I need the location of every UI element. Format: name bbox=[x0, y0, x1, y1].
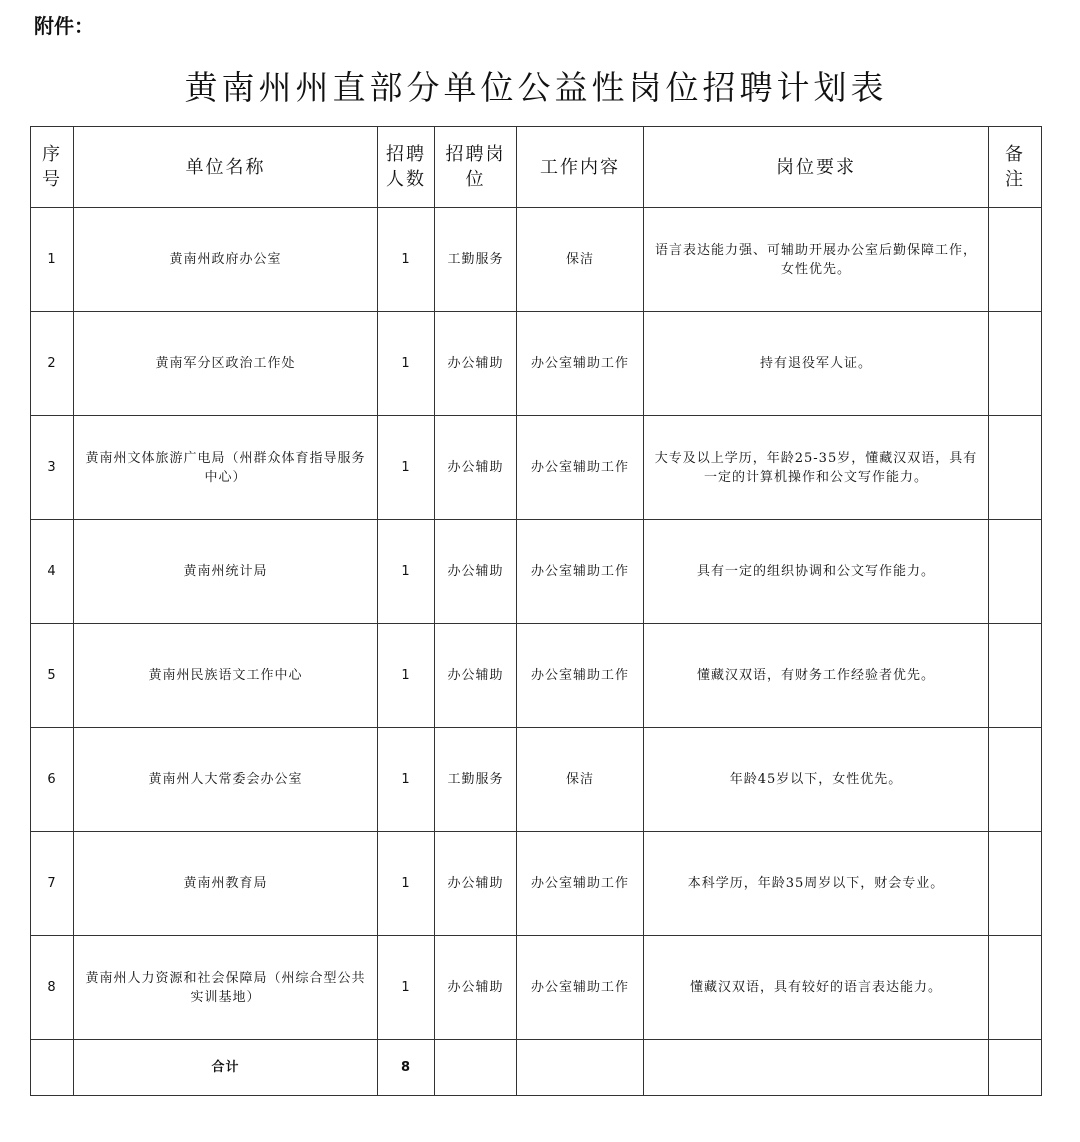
header-seq: 序号 bbox=[31, 127, 74, 208]
cell-requirements: 懂藏汉双语，具有较好的语言表达能力。 bbox=[644, 936, 989, 1040]
table-row bbox=[31, 520, 1042, 624]
page-title: 黄南州州直部分单位公益性岗位招聘计划表 bbox=[184, 68, 888, 107]
cell-remarks bbox=[989, 312, 1042, 416]
cell-requirements: 语言表达能力强、可辅助开展办公室后勤保障工作，女性优先。 bbox=[644, 208, 989, 312]
total-row bbox=[31, 1040, 1042, 1096]
total-label: 合计 bbox=[74, 1040, 378, 1096]
cell-content: 保洁 bbox=[517, 208, 644, 312]
cell-unit: 黄南州文体旅游广电局（州群众体育指导服务中心） bbox=[74, 416, 378, 520]
total-empty-cell bbox=[517, 1040, 644, 1096]
cell-count: 1 bbox=[378, 208, 435, 312]
cell-unit: 黄南州民族语文工作中心 bbox=[74, 624, 378, 728]
cell-seq: 5 bbox=[31, 624, 74, 728]
cell-content: 办公室辅助工作 bbox=[517, 624, 644, 728]
cell-position: 办公辅助 bbox=[435, 936, 517, 1040]
cell-seq: 1 bbox=[31, 208, 74, 312]
total-empty-cell bbox=[989, 1040, 1042, 1096]
cell-unit: 黄南州教育局 bbox=[74, 832, 378, 936]
table-row bbox=[31, 832, 1042, 936]
header-count: 招聘人数 bbox=[378, 127, 435, 208]
cell-remarks bbox=[989, 936, 1042, 1040]
cell-position: 工勤服务 bbox=[435, 208, 517, 312]
cell-seq: 2 bbox=[31, 312, 74, 416]
cell-seq: 3 bbox=[31, 416, 74, 520]
total-seq-cell bbox=[31, 1040, 74, 1096]
cell-position: 办公辅助 bbox=[435, 416, 517, 520]
cell-content: 办公室辅助工作 bbox=[517, 936, 644, 1040]
cell-count: 1 bbox=[378, 936, 435, 1040]
header-position: 招聘岗位 bbox=[435, 127, 517, 208]
attachment-label: 附件： bbox=[34, 14, 94, 38]
cell-seq: 4 bbox=[31, 520, 74, 624]
cell-remarks bbox=[989, 520, 1042, 624]
cell-content: 办公室辅助工作 bbox=[517, 832, 644, 936]
table-row bbox=[31, 624, 1042, 728]
table-row bbox=[31, 416, 1042, 520]
cell-requirements: 懂藏汉双语，有财务工作经验者优先。 bbox=[644, 624, 989, 728]
cell-seq: 7 bbox=[31, 832, 74, 936]
cell-unit: 黄南州人力资源和社会保障局（州综合型公共实训基地） bbox=[74, 936, 378, 1040]
cell-count: 1 bbox=[378, 728, 435, 832]
header-remarks: 备注 bbox=[989, 127, 1042, 208]
table-row bbox=[31, 728, 1042, 832]
cell-requirements: 持有退役军人证。 bbox=[644, 312, 989, 416]
cell-content: 办公室辅助工作 bbox=[517, 416, 644, 520]
cell-count: 1 bbox=[378, 832, 435, 936]
cell-requirements: 具有一定的组织协调和公文写作能力。 bbox=[644, 520, 989, 624]
cell-requirements: 本科学历，年龄35周岁以下，财会专业。 bbox=[644, 832, 989, 936]
cell-seq: 6 bbox=[31, 728, 74, 832]
cell-unit: 黄南州人大常委会办公室 bbox=[74, 728, 378, 832]
total-count: 8 bbox=[378, 1040, 435, 1096]
total-empty-cell bbox=[644, 1040, 989, 1096]
header-content: 工作内容 bbox=[517, 127, 644, 208]
cell-requirements: 年龄45岁以下，女性优先。 bbox=[644, 728, 989, 832]
table-row bbox=[31, 312, 1042, 416]
table-row bbox=[31, 208, 1042, 312]
cell-count: 1 bbox=[378, 520, 435, 624]
total-empty-cell bbox=[435, 1040, 517, 1096]
cell-position: 工勤服务 bbox=[435, 728, 517, 832]
table-header-row bbox=[31, 127, 1042, 208]
recruitment-table bbox=[30, 126, 1042, 1096]
cell-remarks bbox=[989, 416, 1042, 520]
cell-remarks bbox=[989, 208, 1042, 312]
cell-position: 办公辅助 bbox=[435, 624, 517, 728]
cell-remarks bbox=[989, 832, 1042, 936]
cell-position: 办公辅助 bbox=[435, 312, 517, 416]
cell-count: 1 bbox=[378, 312, 435, 416]
cell-count: 1 bbox=[378, 624, 435, 728]
table-row bbox=[31, 936, 1042, 1040]
cell-remarks bbox=[989, 624, 1042, 728]
cell-unit: 黄南军分区政治工作处 bbox=[74, 312, 378, 416]
cell-unit: 黄南州统计局 bbox=[74, 520, 378, 624]
cell-unit: 黄南州政府办公室 bbox=[74, 208, 378, 312]
header-unit: 单位名称 bbox=[74, 127, 378, 208]
cell-content: 办公室辅助工作 bbox=[517, 520, 644, 624]
cell-remarks bbox=[989, 728, 1042, 832]
header-requirements: 岗位要求 bbox=[644, 127, 989, 208]
cell-seq: 8 bbox=[31, 936, 74, 1040]
cell-position: 办公辅助 bbox=[435, 520, 517, 624]
cell-content: 保洁 bbox=[517, 728, 644, 832]
cell-position: 办公辅助 bbox=[435, 832, 517, 936]
cell-count: 1 bbox=[378, 416, 435, 520]
cell-requirements: 大专及以上学历，年龄25-35岁，懂藏汉双语，具有一定的计算机操作和公文写作能力。 bbox=[644, 416, 989, 520]
cell-content: 办公室辅助工作 bbox=[517, 312, 644, 416]
